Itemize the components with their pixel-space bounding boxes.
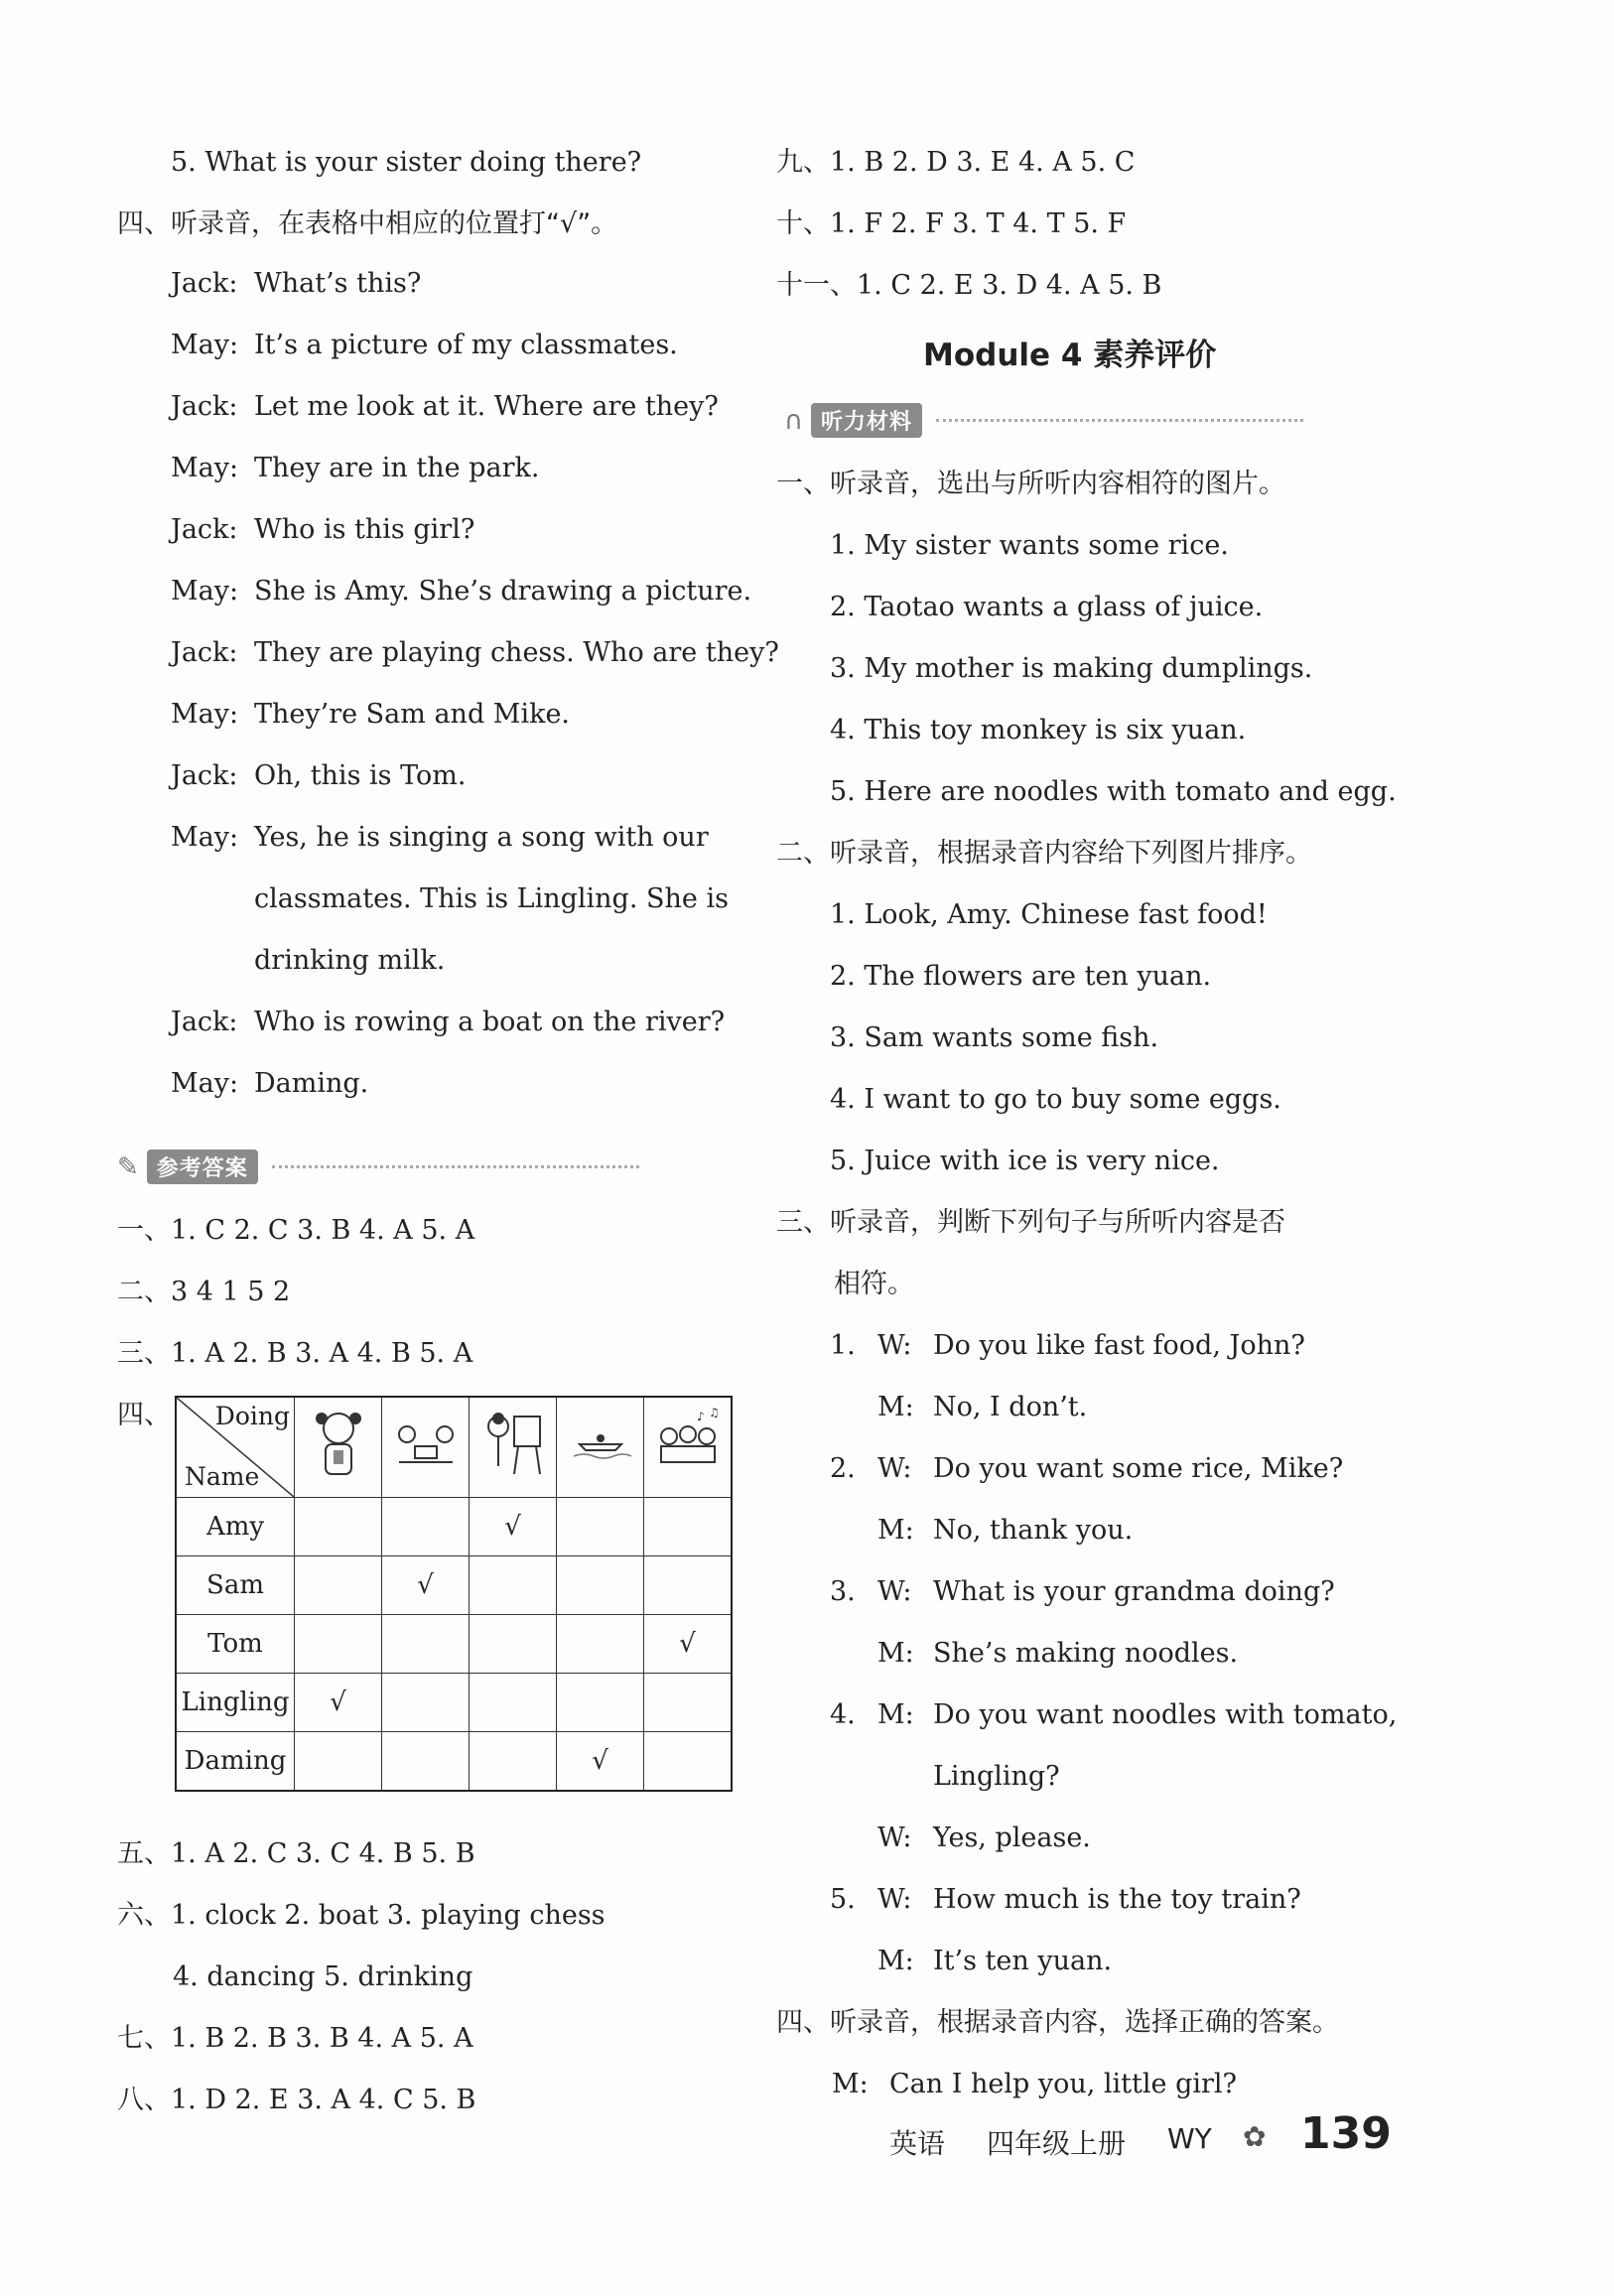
dialog-speaker: W: xyxy=(877,1884,912,1915)
module-title: Module 4 素养评价 xyxy=(923,338,1217,373)
svg-text:♫: ♫ xyxy=(708,1405,720,1419)
footer-grade: 四年级上册 xyxy=(987,2127,1127,2160)
table-cell xyxy=(470,1556,557,1615)
table-cell xyxy=(644,1498,733,1556)
answer-line: 八、1. D 2. E 3. A 4. C 5. B xyxy=(117,2085,476,2115)
section-heading: 三、听录音，判断下列句子与所听内容是否 xyxy=(776,1207,1285,1238)
table-cell xyxy=(557,1615,644,1674)
dialog-speaker: W: xyxy=(877,1330,912,1361)
dialog-speaker: Jack: xyxy=(171,268,238,299)
dotted-divider xyxy=(936,419,1303,422)
answers-section-header xyxy=(117,1149,639,1184)
dialog-text: Daming. xyxy=(254,1068,369,1099)
dialog-speaker: M: xyxy=(877,1392,914,1422)
page-number: 139 xyxy=(1300,2108,1392,2159)
kids-singing-icon xyxy=(644,1397,733,1498)
item-number: 3. xyxy=(830,1576,856,1607)
list-item: 3. Sam wants some fish. xyxy=(830,1022,1159,1053)
table-cell xyxy=(295,1556,382,1615)
dialog-text: drinking milk. xyxy=(254,945,446,976)
list-item: 4. This toy monkey is six yuan. xyxy=(830,715,1247,745)
dialog-speaker: May: xyxy=(171,822,239,853)
table-row xyxy=(176,1674,732,1732)
dialog-text: She’s making noodles. xyxy=(933,1638,1239,1669)
dialog-text: It’s a picture of my classmates. xyxy=(254,330,678,360)
dialog-text: Do you like fast food, John? xyxy=(933,1330,1305,1361)
answer-line: 十一、1. C 2. E 3. D 4. A 5. B xyxy=(776,270,1162,301)
section-heading: 二、听录音，根据录音内容给下列图片排序。 xyxy=(776,838,1312,869)
check-mark: √ xyxy=(557,1732,644,1792)
answer-line: 一、1. C 2. C 3. B 4. A 5. A xyxy=(117,1215,475,1246)
answer-line: 六、1. clock 2. boat 3. playing chess xyxy=(117,1900,605,1931)
header-doing: Doing xyxy=(214,1402,290,1430)
svg-text:♪: ♪ xyxy=(696,1409,705,1423)
dialog-text: What’s this? xyxy=(254,268,422,299)
dialog-speaker: Jack: xyxy=(171,760,238,791)
table-cell xyxy=(644,1732,733,1792)
dialog-text: classmates. This is Lingling. She is xyxy=(254,883,729,914)
dialog-text: Who is this girl? xyxy=(254,514,475,545)
check-mark: √ xyxy=(644,1615,733,1674)
table-cell xyxy=(557,1674,644,1732)
answers-badge: 参考答案 xyxy=(147,1149,258,1184)
answer-line: 二、3 4 1 5 2 xyxy=(117,1277,291,1307)
table-row xyxy=(176,1498,732,1556)
table-cell xyxy=(382,1674,470,1732)
dialog-text: Let me look at it. Where are they? xyxy=(254,391,719,422)
table-cell xyxy=(644,1674,733,1732)
dotted-divider xyxy=(272,1165,639,1168)
list-item: 1. My sister wants some rice. xyxy=(830,530,1229,561)
dialog-speaker: W: xyxy=(877,1453,912,1484)
answer-line: 五、1. A 2. C 3. C 4. B 5. B xyxy=(117,1838,475,1869)
dialog-text: Oh, this is Tom. xyxy=(254,760,467,791)
dialog-speaker: Jack: xyxy=(171,514,238,545)
dialog-speaker: May: xyxy=(171,699,239,730)
table-row xyxy=(176,1615,732,1674)
table-cell xyxy=(295,1732,382,1792)
girl-painting-icon xyxy=(470,1397,557,1498)
list-item: 5. Juice with ice is very nice. xyxy=(830,1146,1220,1176)
table-cell xyxy=(470,1732,557,1792)
dialog-speaker: M: xyxy=(832,2069,869,2099)
list-item: 1. Look, Amy. Chinese fast food! xyxy=(830,899,1268,930)
dialog-speaker: May: xyxy=(171,1068,239,1099)
row-name: Tom xyxy=(176,1615,295,1674)
answer-line: 4. dancing 5. drinking xyxy=(173,1961,473,1992)
dialog-text: Do you want noodles with tomato, xyxy=(933,1699,1398,1730)
table-cell xyxy=(470,1674,557,1732)
footer-subject: 英语 xyxy=(889,2127,946,2160)
list-item: 5. Here are noodles with tomato and egg. xyxy=(830,776,1397,807)
section-heading: 一、听录音，选出与所听内容相符的图片。 xyxy=(776,469,1285,499)
dialog-speaker: May: xyxy=(171,453,239,483)
section-heading: 四、听录音，在表格中相应的位置打“√”。 xyxy=(117,208,618,239)
dialog-text: How much is the toy train? xyxy=(933,1884,1301,1915)
kids-chess-icon xyxy=(382,1397,470,1498)
table-cell xyxy=(295,1498,382,1556)
table-cell xyxy=(470,1615,557,1674)
check-mark: √ xyxy=(295,1674,382,1732)
dialog-text: She is Amy. She’s drawing a picture. xyxy=(254,576,752,607)
item-number: 2. xyxy=(830,1453,856,1484)
table-cell xyxy=(295,1615,382,1674)
dialog-text: It’s ten yuan. xyxy=(933,1946,1113,1976)
dialog-text: Can I help you, little girl? xyxy=(889,2069,1238,2099)
dialog-text: Lingling? xyxy=(933,1761,1060,1792)
answer-line: 七、1. B 2. B 3. B 4. A 5. A xyxy=(117,2023,473,2054)
item-number: 4. xyxy=(830,1699,856,1730)
answer-table xyxy=(175,1396,733,1792)
table-cell xyxy=(557,1498,644,1556)
header-name: Name xyxy=(185,1462,260,1491)
list-item: 4. I want to go to buy some eggs. xyxy=(830,1084,1281,1115)
section-heading: 四、听录音，根据录音内容，选择正确的答案。 xyxy=(776,2007,1339,2038)
answer-line: 十、1. F 2. F 3. T 4. T 5. F xyxy=(776,208,1127,239)
section-heading: 相符。 xyxy=(834,1269,914,1299)
table-cell xyxy=(382,1732,470,1792)
dialog-speaker: M: xyxy=(877,1638,914,1669)
dialog-text: They’re Sam and Mike. xyxy=(254,699,571,730)
dialog-speaker: Jack: xyxy=(171,1007,238,1037)
listening-section-header xyxy=(784,403,1303,438)
table-row xyxy=(176,1556,732,1615)
row-name: Amy xyxy=(176,1498,295,1556)
dialog-text: Yes, please. xyxy=(933,1823,1091,1853)
headphones-icon: ∩ xyxy=(784,405,804,436)
dialog-speaker: M: xyxy=(877,1946,914,1976)
list-item: 2. The flowers are ten yuan. xyxy=(830,961,1212,992)
girl-drinking-icon xyxy=(295,1397,382,1498)
table-header-diagonal xyxy=(176,1397,295,1498)
answer-line: 三、1. A 2. B 3. A 4. B 5. A xyxy=(117,1338,473,1369)
dialog-text: No, I don’t. xyxy=(933,1392,1088,1422)
table-cell xyxy=(644,1556,733,1615)
dialog-text: They are in the park. xyxy=(254,453,540,483)
flower-icon: ✿ xyxy=(1243,2120,1267,2153)
dialog-speaker: Jack: xyxy=(171,637,238,668)
table-cell xyxy=(382,1615,470,1674)
table-row xyxy=(176,1732,732,1792)
answer-line: 九、1. B 2. D 3. E 4. A 5. C xyxy=(776,147,1136,178)
dialog-speaker: Jack: xyxy=(171,391,238,422)
check-mark: √ xyxy=(382,1556,470,1615)
table-cell xyxy=(557,1556,644,1615)
dialog-speaker: M: xyxy=(877,1699,914,1730)
dialog-text: Yes, he is singing a song with our xyxy=(254,822,709,853)
dialog-speaker: May: xyxy=(171,576,239,607)
item-number: 1. xyxy=(830,1330,856,1361)
footer-edition: WY xyxy=(1167,2122,1212,2155)
dialog-text: What is your grandma doing? xyxy=(933,1576,1335,1607)
item-number: 5. xyxy=(830,1884,856,1915)
dialog-text: Who is rowing a boat on the river? xyxy=(254,1007,726,1037)
row-name: Daming xyxy=(176,1732,295,1792)
dialog-text: No, thank you. xyxy=(933,1515,1134,1546)
dialog-speaker: W: xyxy=(877,1576,912,1607)
question-line: 5. What is your sister doing there? xyxy=(171,147,642,178)
table-cell xyxy=(382,1498,470,1556)
dialog-speaker: W: xyxy=(877,1823,912,1853)
listening-badge: 听力材料 xyxy=(811,403,922,438)
dialog-speaker: May: xyxy=(171,330,239,360)
dialog-speaker: M: xyxy=(877,1515,914,1546)
list-item: 3. My mother is making dumplings. xyxy=(830,653,1313,684)
boat-river-icon xyxy=(557,1397,644,1498)
row-name: Lingling xyxy=(176,1674,295,1732)
dialog-text: Do you want some rice, Mike? xyxy=(933,1453,1344,1484)
key-icon: ✎ xyxy=(117,1151,139,1182)
dialog-text: They are playing chess. Who are they? xyxy=(254,637,779,668)
row-name: Sam xyxy=(176,1556,295,1615)
list-item: 2. Taotao wants a glass of juice. xyxy=(830,592,1264,622)
table-label: 四、 xyxy=(117,1400,171,1430)
check-mark: √ xyxy=(470,1498,557,1556)
